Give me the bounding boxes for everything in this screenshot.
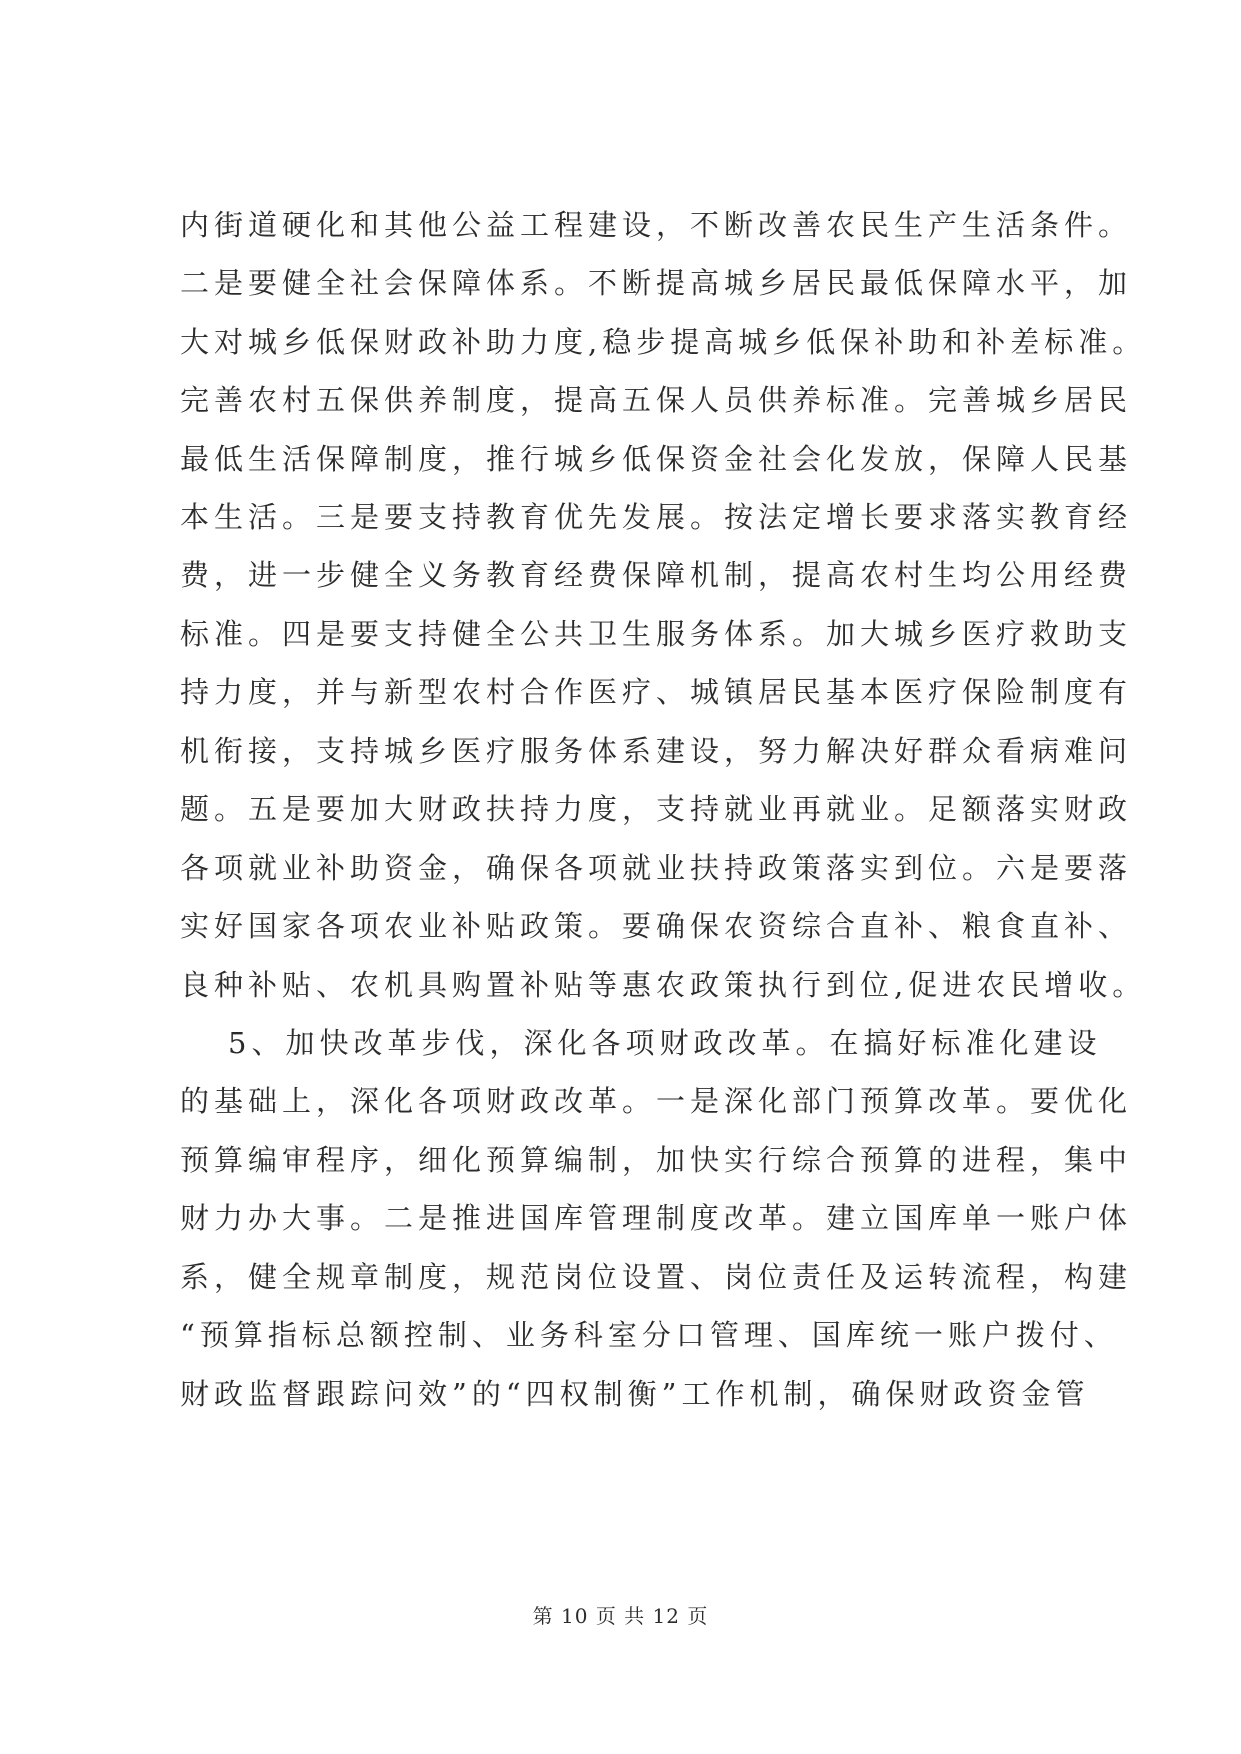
text-line: 标准。四是要支持健全公共卫生服务体系。加大城乡医疗救助支 xyxy=(180,617,1133,651)
text-line: 良种补贴、农机具购置补贴等惠农政策执行到位,促进农民增收。 xyxy=(180,968,1147,1002)
text-line: 最低生活保障制度，推行城乡低保资金社会化发放，保障人民基 xyxy=(180,442,1133,476)
text-line: 本生活。三是要支持教育优先发展。按法定增长要求落实教育经 xyxy=(180,500,1133,534)
text-line: 题。五是要加大财政扶持力度，支持就业再就业。足额落实财政 xyxy=(180,792,1133,826)
text-line: 机衔接，支持城乡医疗服务体系建设，努力解决好群众看病难问 xyxy=(180,734,1133,768)
text-line: 财政监督跟踪问效”的“四权制衡”工作机制，确保财政资金管 xyxy=(180,1377,1090,1411)
paragraph-first-line: 5、加快改革步伐，深化各项财政改革。在搞好标准化建设 xyxy=(228,1026,1102,1060)
text-line: 系，健全规章制度，规范岗位设置、岗位责任及运转流程，构建 xyxy=(180,1260,1133,1294)
text-line: 预算编审程序，细化预算编制，加快实行综合预算的进程，集中 xyxy=(180,1143,1133,1177)
text-line: 内街道硬化和其他公益工程建设，不断改善农民生产生活条件。 xyxy=(180,208,1133,242)
text-line: 实好国家各项农业补贴政策。要确保农资综合直补、粮食直补、 xyxy=(180,909,1133,943)
text-line: 大对城乡低保财政补助力度,稳步提高城乡低保补助和补差标准。 xyxy=(180,325,1147,359)
text-line: 二是要健全社会保障体系。不断提高城乡居民最低保障水平，加 xyxy=(180,266,1133,300)
text-line: 财力办大事。二是推进国库管理制度改革。建立国库单一账户体 xyxy=(180,1201,1133,1235)
page-footer: 第 10 页 共 12 页 xyxy=(532,1604,709,1628)
text-line: 各项就业补助资金，确保各项就业扶持政策落实到位。六是要落 xyxy=(180,851,1133,885)
text-line: 的基础上，深化各项财政改革。一是深化部门预算改革。要优化 xyxy=(180,1084,1133,1118)
text-line: 费，进一步健全义务教育经费保障机制，提高农村生均公用经费 xyxy=(180,558,1133,592)
text-line: 持力度，并与新型农村合作医疗、城镇居民基本医疗保险制度有 xyxy=(180,675,1133,709)
text-line: 完善农村五保供养制度，提高五保人员供养标准。完善城乡居民 xyxy=(180,383,1133,417)
text-line: “预算指标总额控制、业务科室分口管理、国库统一账户拨付、 xyxy=(180,1318,1118,1352)
